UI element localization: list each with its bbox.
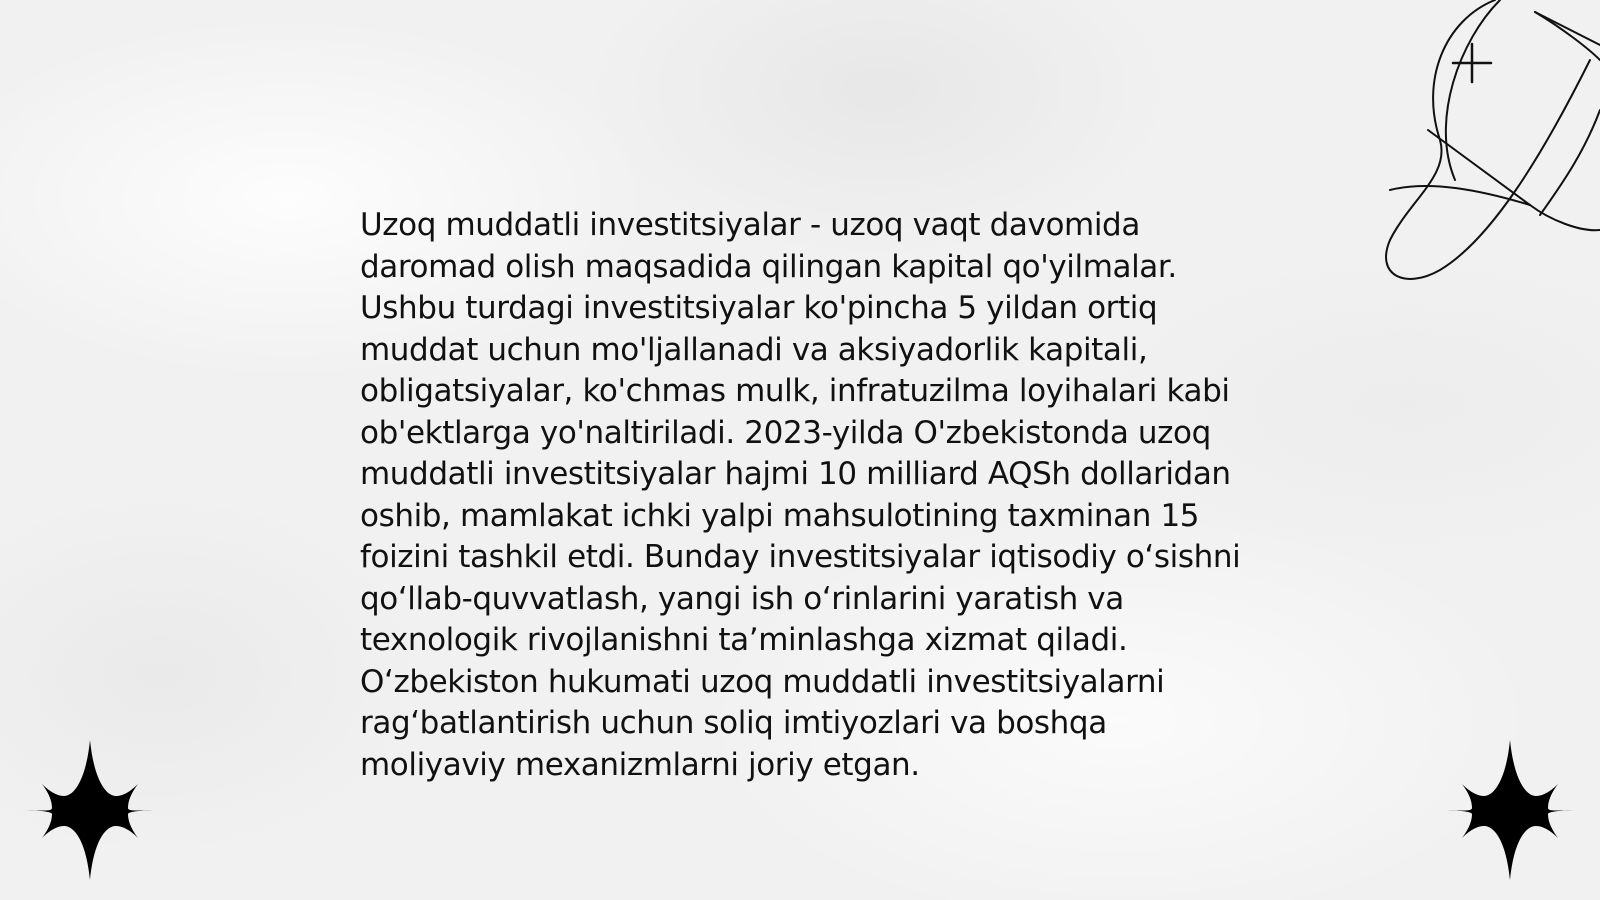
body-paragraph: Uzoq muddatli investitsiyalar - uzoq vaqt davomida daromad olish maqsadida qilingan kapital qo'yilmalar. Ushbu turdagi investitsiyalar ko'pincha 5 yildan ortiq muddat uchun mo'ljallanadi va aksiyadorlik kapitali, obligatsiyalar, ko'chmas mulk, infratuzilma loyihalari kabi ob'ektlarga yo'naltiriladi. 2023-yilda O'zbekistonda uzoq muddatli investitsiyalar hajmi 10 milliard AQSh dollaridan oshib, mamlakat ichki yalpi mahsulotining taxminan 15 foizini tashkil etdi. Bunday investitsiyalar iqtisodiy o‘sishni qo‘llab-quvvatlash, yangi ish o‘rinlarini yaratish va texnologik rivojlanishni ta’minlashga xizmat qiladi. O‘zbekiston hukumati uzoq muddatli investitsiyalarni rag‘batlantirish uchun soliq imtiyozlari va boshqa moliyaviy mexanizmlarni joriy etgan. <box>360 207 1241 783</box>
orbit-lines-icon <box>1350 0 1600 300</box>
four-point-star-icon <box>1440 740 1580 880</box>
four-point-star-icon <box>20 740 160 880</box>
sparkle-icon <box>1453 44 1491 82</box>
